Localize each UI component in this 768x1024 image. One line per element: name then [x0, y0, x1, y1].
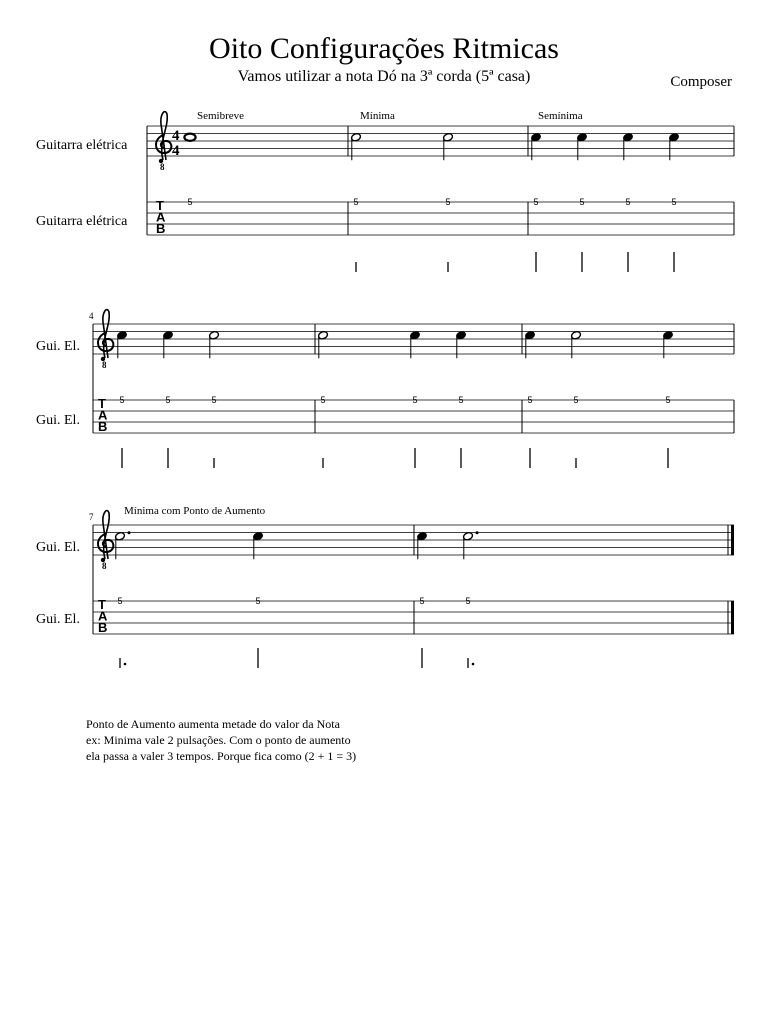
tab-clef-letter: A — [98, 608, 108, 624]
final-barline — [731, 525, 734, 555]
tab-instrument-label: Gui. El. — [36, 413, 80, 428]
tab-clef-letter: B — [98, 419, 108, 434]
tab-clef-letter: B — [156, 221, 166, 236]
treble-clef-icon — [98, 310, 113, 370]
augmentation-dot — [128, 531, 131, 534]
tab-clef-letter: B — [98, 620, 108, 635]
tab-fret-number: 5 — [671, 197, 677, 207]
tab-fret-number: 5 — [117, 596, 123, 606]
footnote-line: Ponto de Aumento aumenta metade do valor da Nota — [86, 717, 340, 731]
tab-instrument-label: Guitarra elétrica — [36, 214, 128, 229]
rehearsal-mark: Semínima — [538, 110, 583, 122]
treble-clef-icon — [156, 112, 171, 172]
tab-clef-icon — [98, 597, 108, 635]
tab-clef-letter: A — [156, 209, 166, 225]
final-barline — [731, 601, 734, 634]
tab-fret-number: 5 — [419, 596, 425, 606]
augmentation-dot — [476, 531, 479, 534]
tab-fret-number: 5 — [119, 395, 125, 405]
tab-fret-number: 5 — [412, 395, 418, 405]
tab-fret-number: 5 — [458, 395, 464, 405]
treble-clef-icon — [98, 511, 113, 571]
footnote-line: ela passa a valer 3 tempos. Porque fica como (2 + 1 = 3) — [86, 749, 357, 763]
octave-mark: 8 — [102, 561, 107, 571]
rhythm-stem-dotted-half — [468, 658, 474, 668]
measure-number: 4 — [89, 311, 94, 321]
rhythm-stem-dotted-half — [120, 658, 126, 668]
tab-fret-number: 5 — [573, 395, 579, 405]
footnote-line: ex: Minima vale 2 pulsações. Com o ponto de aumento — [86, 733, 351, 747]
tab-clef-letter: T — [98, 396, 106, 411]
time-signature-top: 4 — [172, 128, 180, 144]
rehearsal-mark: Mínima — [360, 110, 395, 122]
octave-mark: 8 — [160, 162, 165, 172]
tab-fret-number: 5 — [625, 197, 631, 207]
tab-clef-letter: T — [156, 198, 164, 213]
measure-number: 7 — [89, 512, 94, 522]
tab-clef-letter: T — [98, 597, 106, 612]
time-signature-bottom: 4 — [172, 143, 180, 159]
rhythm-dot — [472, 663, 475, 666]
tab-fret-number: 5 — [527, 395, 533, 405]
tab-fret-number: 5 — [165, 395, 171, 405]
tab-fret-number: 5 — [320, 395, 326, 405]
tab-fret-number: 5 — [533, 197, 539, 207]
tab-fret-number: 5 — [465, 596, 471, 606]
tab-fret-number: 5 — [187, 197, 193, 207]
note-whole — [184, 134, 195, 141]
tab-clef-letter: A — [98, 407, 108, 423]
composer-name: Composer — [670, 74, 732, 90]
staff-instrument-label: Gui. El. — [36, 339, 80, 354]
tab-instrument-label: Gui. El. — [36, 612, 80, 627]
rehearsal-mark: Semibreve — [197, 110, 245, 122]
tab-fret-number: 5 — [353, 197, 359, 207]
rhythm-dot — [124, 663, 127, 666]
tab-clef-icon — [156, 198, 166, 236]
tab-clef-icon — [98, 396, 108, 434]
staff-instrument-label: Guitarra elétrica — [36, 138, 128, 153]
score-title: Oito Configurações Ritmicas — [209, 32, 559, 65]
notehead — [184, 134, 195, 141]
tab-fret-number: 5 — [211, 395, 217, 405]
tab-fret-number: 5 — [665, 395, 671, 405]
octave-mark: 8 — [102, 360, 107, 370]
staff-instrument-label: Gui. El. — [36, 540, 80, 555]
rehearsal-mark: Mínima com Ponto de Aumento — [124, 505, 266, 517]
tab-fret-number: 5 — [445, 197, 451, 207]
tab-fret-number: 5 — [255, 596, 261, 606]
tab-fret-number: 5 — [579, 197, 585, 207]
score-subtitle: Vamos utilizar a nota Dó na 3ª corda (5ª casa) — [237, 68, 531, 85]
